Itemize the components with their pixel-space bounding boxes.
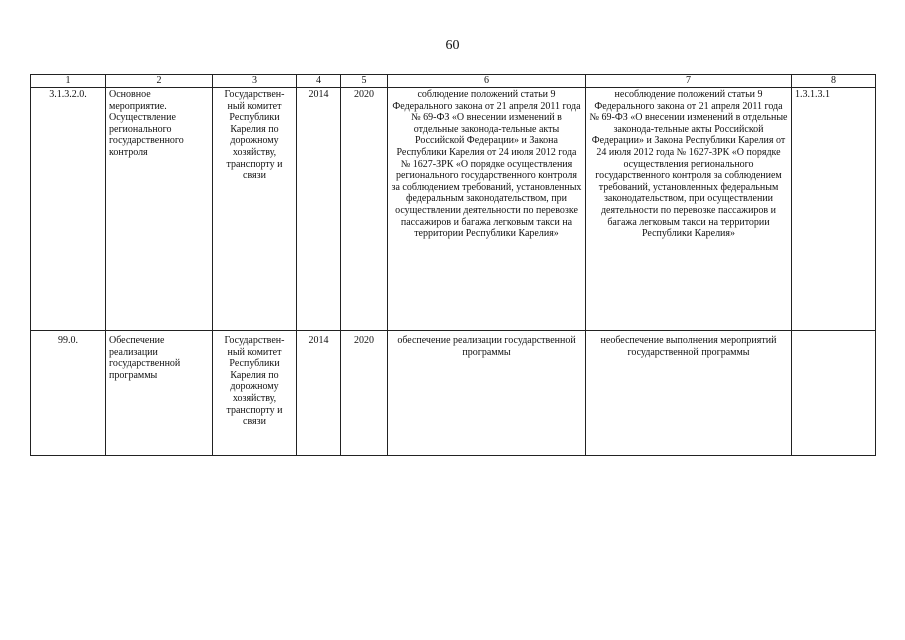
column-header: 6	[388, 75, 586, 88]
start-year: 2014	[297, 331, 341, 456]
table-row	[31, 88, 876, 331]
program-activities-table	[30, 74, 876, 456]
end-year: 2020	[341, 88, 388, 331]
column-header: 5	[341, 75, 388, 88]
activity-name: Обеспечение реализации государственной программы	[106, 331, 213, 456]
column-header: 1	[31, 75, 106, 88]
activity-code: 3.1.3.2.0.	[31, 88, 106, 331]
start-year: 2014	[297, 88, 341, 331]
responsible-executor: Государствен-ный комитет Республики Карелия по дорожному хозяйству, транспорту и связи	[213, 88, 297, 331]
column-header: 2	[106, 75, 213, 88]
column-header: 3	[213, 75, 297, 88]
indicator-reference	[792, 331, 876, 456]
expected-result: соблюдение положений статьи 9 Федерального закона от 21 апреля 2011 года № 69-ФЗ «О внесении изменений в отдельные законода-тельные акты Российской Федерации» и Закона Республики Карелия от 24 июля 2012 года № 1627-ЗРК «О порядке осуществления регионального государственного контроля за соблюдением требований, установленных федеральным законодательством, при осуществлении деятельности по перевозке пассажиров и багажа легковым такси на территории Республики Карелия»	[388, 88, 586, 331]
column-header: 8	[792, 75, 876, 88]
non-implementation-consequences: необеспечение выполнения мероприятий государственной программы	[586, 331, 792, 456]
column-number-row	[31, 75, 876, 88]
expected-result: обеспечение реализации государственной программы	[388, 331, 586, 456]
non-implementation-consequences: несоблюдение положений статьи 9 Федерального закона от 21 апреля 2011 года № 69-ФЗ «О внесении изменений в отдельные законода-тельные акты Российской Федерации» и Закона Республики Карелия от 24 июля 2012 года № 1627-ЗРК «О порядке осуществления регионального государственного контроля за соблюдением требований, установленных федеральным законодательством, при осуществлении деятельности по перевозке пассажиров и багажа легковым такси на территории Республики Карелия»	[586, 88, 792, 331]
activity-name: Основное мероприятие. Осуществление регионального государственного контроля	[106, 88, 213, 331]
page-number: 60	[445, 38, 460, 53]
activity-code: 99.0.	[31, 331, 106, 456]
column-header: 4	[297, 75, 341, 88]
table-row	[31, 331, 876, 456]
indicator-reference: 1.3.1.3.1	[792, 88, 876, 331]
column-header: 7	[586, 75, 792, 88]
end-year: 2020	[341, 331, 388, 456]
responsible-executor: Государствен-ный комитет Республики Карелия по дорожному хозяйству, транспорту и связи	[213, 331, 297, 456]
